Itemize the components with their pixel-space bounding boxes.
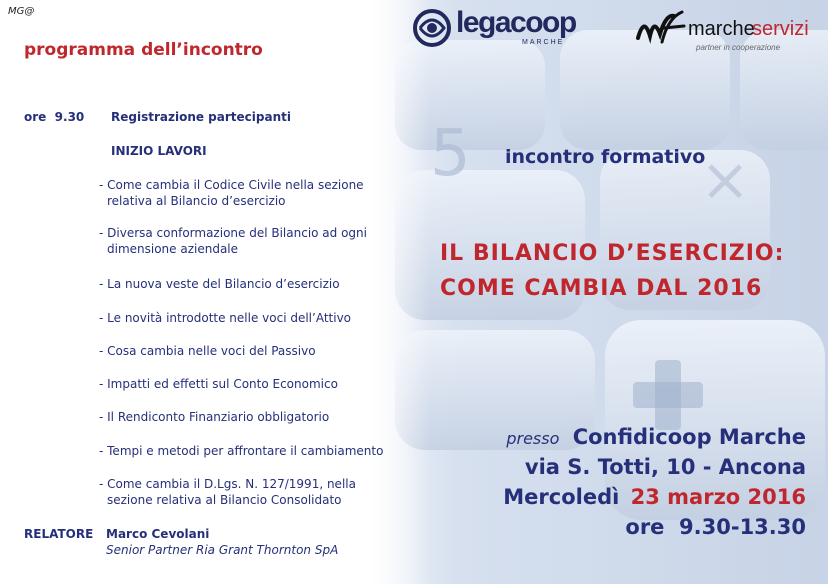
venue-address: via S. Totti, 10 - Ancona	[524, 455, 806, 479]
corner-tag: MG@	[8, 6, 35, 17]
event-time: ore 9.30-13.30	[625, 515, 806, 539]
legacoop-logo	[412, 6, 596, 48]
topic-item	[99, 310, 351, 326]
event-day: Mercoledì	[503, 485, 620, 509]
topic-line: dimensione aziendale	[107, 242, 239, 256]
marcheservizi-logo-text-b: servizi	[752, 18, 809, 40]
topic-line: - Cosa cambia nelle voci del Passivo	[99, 344, 316, 358]
topic-item	[99, 225, 367, 257]
topic-line: - Impatti ed effetti sul Conto Economico	[99, 377, 338, 391]
topic-item	[99, 443, 383, 459]
topic-item	[99, 376, 338, 392]
inizio-lavori-label: INIZIO LAVORI	[111, 144, 207, 158]
marcheservizi-logo-text-a: marche	[688, 18, 755, 40]
topic-line: - Il Rendiconto Finanziario obbligatorio	[99, 410, 330, 424]
event-date: 23 marzo 2016	[630, 485, 806, 509]
topic-item	[99, 409, 329, 425]
topic-line: sezione relativa al Bilancio Consolidato	[107, 493, 342, 507]
event-title-line1: IL BILANCIO D’ESERCIZIO:	[440, 241, 785, 266]
swirl-logo-icon	[412, 8, 452, 48]
topic-item	[99, 177, 364, 209]
presso-label: presso	[506, 429, 560, 448]
venue-line	[506, 425, 806, 449]
venue-name: Confidicoop Marche	[572, 425, 806, 449]
marcheservizi-logo	[634, 8, 820, 52]
marcheservizi-logo-subtext: partner in cooperazione	[696, 43, 781, 52]
registration-time: ore 9.30	[24, 110, 85, 124]
topic-line: - La nuova veste del Bilancio d’esercizio	[99, 277, 340, 291]
topic-line: - Tempi e metodi per affrontare il cambiamento	[99, 444, 384, 458]
topic-line: - Come cambia il D.Lgs. N. 127/1991, nella	[99, 477, 356, 491]
programma-title: programma dell’incontro	[24, 40, 263, 60]
topic-item	[99, 343, 316, 359]
topic-item	[99, 276, 340, 292]
mf-logo-icon	[634, 8, 690, 48]
topic-line: - Come cambia il Codice Civile nella sezione	[99, 178, 364, 192]
topic-line: - Le novità introdotte nelle voci dell’Attivo	[99, 311, 352, 325]
topic-item	[99, 476, 356, 508]
registration-label: Registrazione partecipanti	[111, 110, 291, 124]
legacoop-logo-subtext: MARCHE	[522, 39, 565, 46]
topic-line: - Diversa conformazione del Bilancio ad ogni	[99, 226, 367, 240]
event-kind: incontro formativo	[505, 146, 706, 168]
event-title-line2: COME CAMBIA DAL 2016	[440, 276, 763, 301]
speaker-label: RELATORE	[24, 527, 94, 541]
speaker-name: Marco Cevolani	[106, 527, 210, 541]
legacoop-logo-text: legacoop	[456, 6, 576, 39]
topic-line: relativa al Bilancio d’esercizio	[107, 194, 286, 208]
speaker-role: Senior Partner Ria Grant Thornton SpA	[106, 543, 339, 557]
event-date-line	[503, 485, 806, 509]
